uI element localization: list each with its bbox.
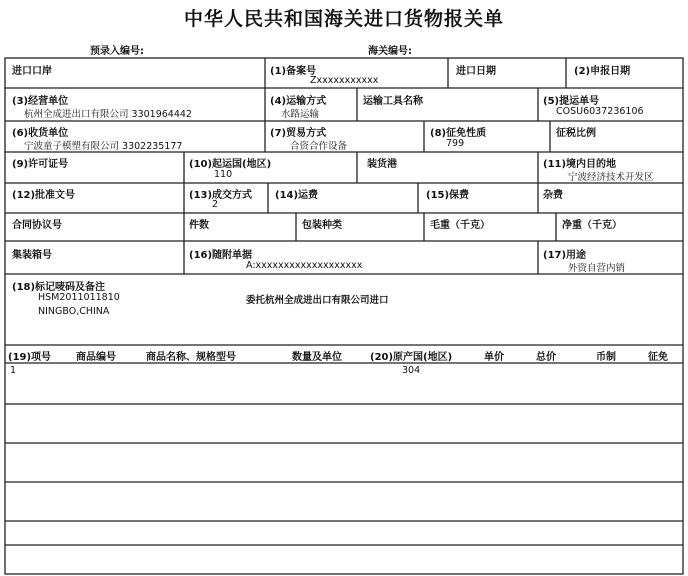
marks-remarks-label: (18)标记唛码及备注 <box>12 282 106 293</box>
col-unit-price: 单价 <box>484 352 504 363</box>
vehicle-name-label: 运输工具名称 <box>363 96 423 107</box>
transport-mode-label: (4)运输方式 <box>270 96 327 107</box>
marks-line-2: NINGBO,CHINA <box>38 306 110 317</box>
col-exemption: 征免 <box>648 352 668 363</box>
bill-of-lading-label: (5)提运单号 <box>543 96 600 107</box>
container-number-label: 集装箱号 <box>12 250 52 261</box>
col-currency: 币制 <box>596 352 616 363</box>
gross-weight-label: 毛重（千克） <box>430 220 490 231</box>
record-number-value: Zxxxxxxxxxxx <box>310 75 379 86</box>
usage-label: (17)用途 <box>543 250 587 261</box>
col-quantity-unit: 数量及单位 <box>292 352 342 363</box>
import-date-label: 进口日期 <box>456 66 496 77</box>
usage-value: 外资自营内销 <box>568 263 626 274</box>
origin-country-value: 110 <box>214 169 233 180</box>
license-number-label: (9)许可证号 <box>12 159 69 170</box>
attached-documents-label: (16)随附单据 <box>189 250 253 261</box>
col-item-number: (19)项号 <box>8 352 52 363</box>
marks-line-1: HSM2011011810 <box>38 292 120 303</box>
origin-country-label: (10)起运国(地区) <box>189 159 272 170</box>
domestic-destination-label: (11)境内目的地 <box>543 159 617 170</box>
col-total-price: 总价 <box>536 352 556 363</box>
domestic-destination-value: 宁波经济技术开发区 <box>568 172 654 183</box>
deal-mode-label: (13)成交方式 <box>189 190 253 201</box>
exemption-nature-label: (8)征免性质 <box>430 128 487 139</box>
attached-documents-value: A:xxxxxxxxxxxxxxxxxxx <box>246 260 363 271</box>
customs-number-label: 海关编号: <box>368 46 412 57</box>
goods-row-origin: 304 <box>402 365 421 376</box>
approval-number-label: (12)批准文号 <box>12 190 76 201</box>
misc-fee-label: 杂费 <box>543 190 563 201</box>
col-origin-country: (20)原产国(地区) <box>370 352 453 363</box>
col-commodity-code: 商品编号 <box>76 352 116 363</box>
import-port-label: 进口口岸 <box>12 66 52 77</box>
operator-value: 杭州全成进出口有限公司 3301964442 <box>24 109 192 120</box>
col-commodity-name: 商品名称、规格型号 <box>146 352 236 363</box>
freight-label: (14)运费 <box>275 190 319 201</box>
operator-label: (3)经营单位 <box>12 96 69 107</box>
net-weight-label: 净重（千克） <box>562 220 622 231</box>
record-number-label: (1)备案号 <box>270 66 317 77</box>
consignee-value: 宁波童子模塑有限公司 3302235177 <box>24 141 183 152</box>
bill-of-lading-value: COSU6037236106 <box>556 106 644 117</box>
form-title: 中华人民共和国海关进口货物报关单 <box>183 8 504 30</box>
transport-mode-value: 水路运输 <box>281 109 320 120</box>
trade-mode-value: 合资合作设备 <box>290 141 348 152</box>
tax-ratio-label: 征税比例 <box>556 128 596 139</box>
pre-entry-number-label: 预录入编号: <box>90 46 144 57</box>
pieces-label: 件数 <box>189 220 209 231</box>
exemption-nature-value: 799 <box>446 138 465 149</box>
trade-mode-label: (7)贸易方式 <box>270 128 327 139</box>
contract-number-label: 合同协议号 <box>12 220 62 231</box>
goods-row-item-number: 1 <box>10 365 17 376</box>
declare-date-label: (2)申报日期 <box>574 66 631 77</box>
package-type-label: 包装种类 <box>302 220 342 231</box>
consignee-label: (6)收货单位 <box>12 128 69 139</box>
loading-port-label: 装货港 <box>367 159 397 170</box>
insurance-label: (15)保费 <box>426 190 470 201</box>
consignment-remark: 委托杭州全成进出口有限公司进口 <box>246 295 389 306</box>
deal-mode-value: 2 <box>212 199 219 210</box>
